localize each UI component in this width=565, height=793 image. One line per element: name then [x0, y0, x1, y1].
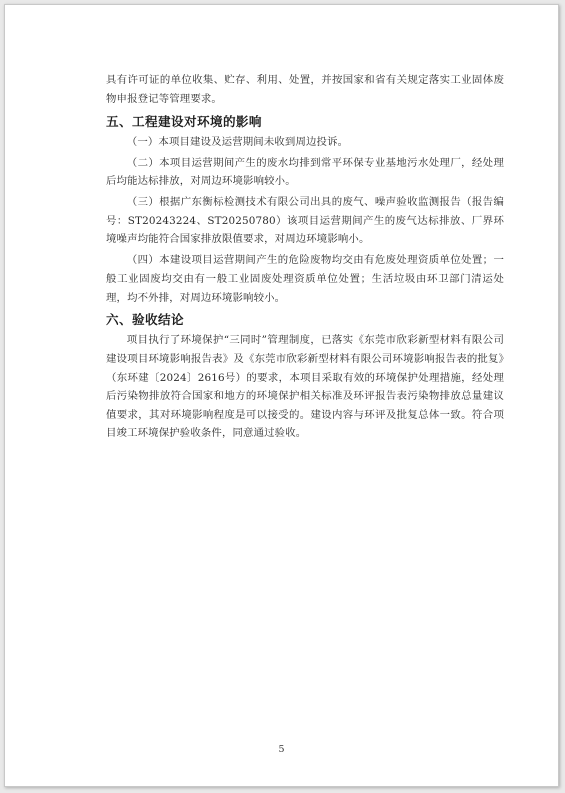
impact-item-3: （三）根据广东衡标检测技术有限公司出具的废气、噪声验收监测报告（报告编号：ST20243224、ST20250780）该项目运营期间产生的废气达标排放、厂界环境噪声均能符合国家排放限值要求，对周边环境影响小。 — [106, 196, 504, 246]
document-page — [4, 4, 559, 787]
continued-paragraph: 具有许可证的单位收集、贮存、利用、处置，并按国家和省有关规定落实工业固体废物申报登记等管理要求。 — [106, 74, 504, 105]
impact-item-4: （四）本建设项目运营期间产生的危险废物均交由有危废处理资质单位处置；一般工业固废均交由有一般工业固废处理资质单位处置；生活垃圾由环卫部门清运处理，均不外排，对周边环境影响较小。 — [106, 254, 504, 304]
impact-item-2: （二）本项目运营期间产生的废水均排到常平环保专业基地污水处理厂，经处理后均能达标排放，对周边环境影响较小。 — [106, 156, 504, 188]
section-heading-impact: 五、工程建设对环境的影响 — [106, 113, 262, 129]
impact-item-1: （一）本项目建设及运营期间未收到周边投诉。 — [126, 135, 349, 148]
page-content — [106, 71, 504, 445]
page-number: 5 — [278, 744, 285, 755]
conclusion-paragraph: 项目执行了环境保护“三同时”管理制度，已落实《东莞市欣彩新型材料有限公司建设项目环境影响报告表》及《东莞市欣彩新型材料有限公司环境影响报告表的批复》（东环建〔2024〕2616号）的要求，本项目采取有效的环境保护处理措施，经处理后污染物排放符合国家和地方的环境保护相关标准及环评报告表污染物排放总量建议值要求，其对环境影响程度是可以接受的。建设内容与环评及批复总体一致。符合项目竣工环境保护验收条件，同意通过验收。 — [106, 334, 504, 440]
section-heading-conclusion: 六、验收结论 — [106, 312, 184, 328]
